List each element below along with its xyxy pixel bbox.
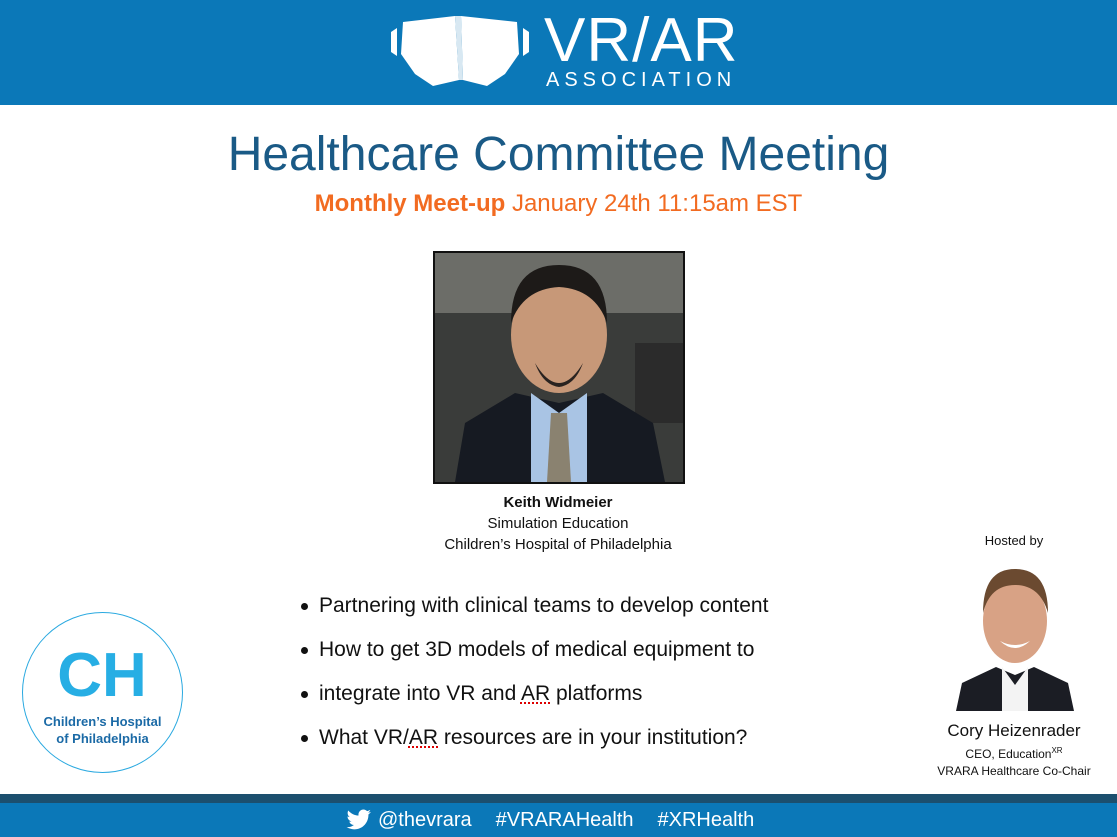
topic-item-continuation <box>300 672 900 716</box>
twitter-handle[interactable]: @thevrara <box>378 808 472 831</box>
topic-item <box>300 584 900 628</box>
topic-ar-word: AR <box>520 682 551 705</box>
speaker-caption <box>360 492 756 555</box>
vr-headset-icon <box>389 14 531 88</box>
topic-item <box>300 716 900 760</box>
host-role: VRARA Healthcare Co-Chair <box>937 764 1091 778</box>
logo-subtitle: ASSOCIATION <box>546 69 737 91</box>
partner-logo <box>22 612 183 773</box>
partner-name-line2: of Philadelphia <box>56 731 149 746</box>
partner-name-line1: Children’s Hospital <box>43 714 162 729</box>
topic-list <box>300 584 900 760</box>
topic-item <box>300 628 900 672</box>
page-title: Healthcare Committee Meeting <box>227 128 890 181</box>
speaker-photo <box>433 251 685 484</box>
host-photo <box>956 563 1074 711</box>
topic-text: What VR/ <box>319 726 409 749</box>
chop-logo-icon <box>23 613 182 713</box>
host-portrait-icon <box>956 563 1074 711</box>
topic-text: integrate into VR and <box>319 682 521 705</box>
topic-text: How to get 3D models of medical equipment to <box>319 638 755 661</box>
header-banner <box>0 0 1117 105</box>
footer-stripe <box>0 794 1117 803</box>
topic-ar-word: AR <box>408 726 439 749</box>
footer-social <box>346 803 778 837</box>
twitter-icon[interactable] <box>346 809 372 831</box>
footer-bar <box>0 803 1117 837</box>
event-label: Monthly Meet-up <box>314 190 506 217</box>
partner-logo-name <box>23 713 182 747</box>
topic-text: Partnering with clinical teams to develop content <box>319 594 769 617</box>
hashtag-vrarahealth[interactable]: #VRARAHealth <box>495 808 634 831</box>
speaker-portrait-icon <box>435 253 683 482</box>
hashtag-xrhealth[interactable]: #XRHealth <box>657 808 755 831</box>
host-name: Cory Heizenrader <box>947 721 1081 740</box>
speaker-organization: Children’s Hospital of Philadelphia <box>444 536 672 553</box>
topic-text: platforms <box>550 682 643 705</box>
event-subtitle <box>0 188 1117 220</box>
hosted-by-label: Hosted by <box>984 533 1044 548</box>
svg-text:CH: CH <box>57 641 147 710</box>
host-title-superscript: XR <box>1051 746 1063 755</box>
topic-text: resources are in your institution? <box>438 726 748 749</box>
host-title <box>914 743 1114 762</box>
event-datetime: January 24th 11:15am EST <box>511 190 803 217</box>
speaker-role: Simulation Education <box>487 515 629 532</box>
speaker-name: Keith Widmeier <box>503 494 613 511</box>
logo-title: VR/AR <box>544 6 739 75</box>
host-title-text: CEO, Education <box>965 747 1052 761</box>
